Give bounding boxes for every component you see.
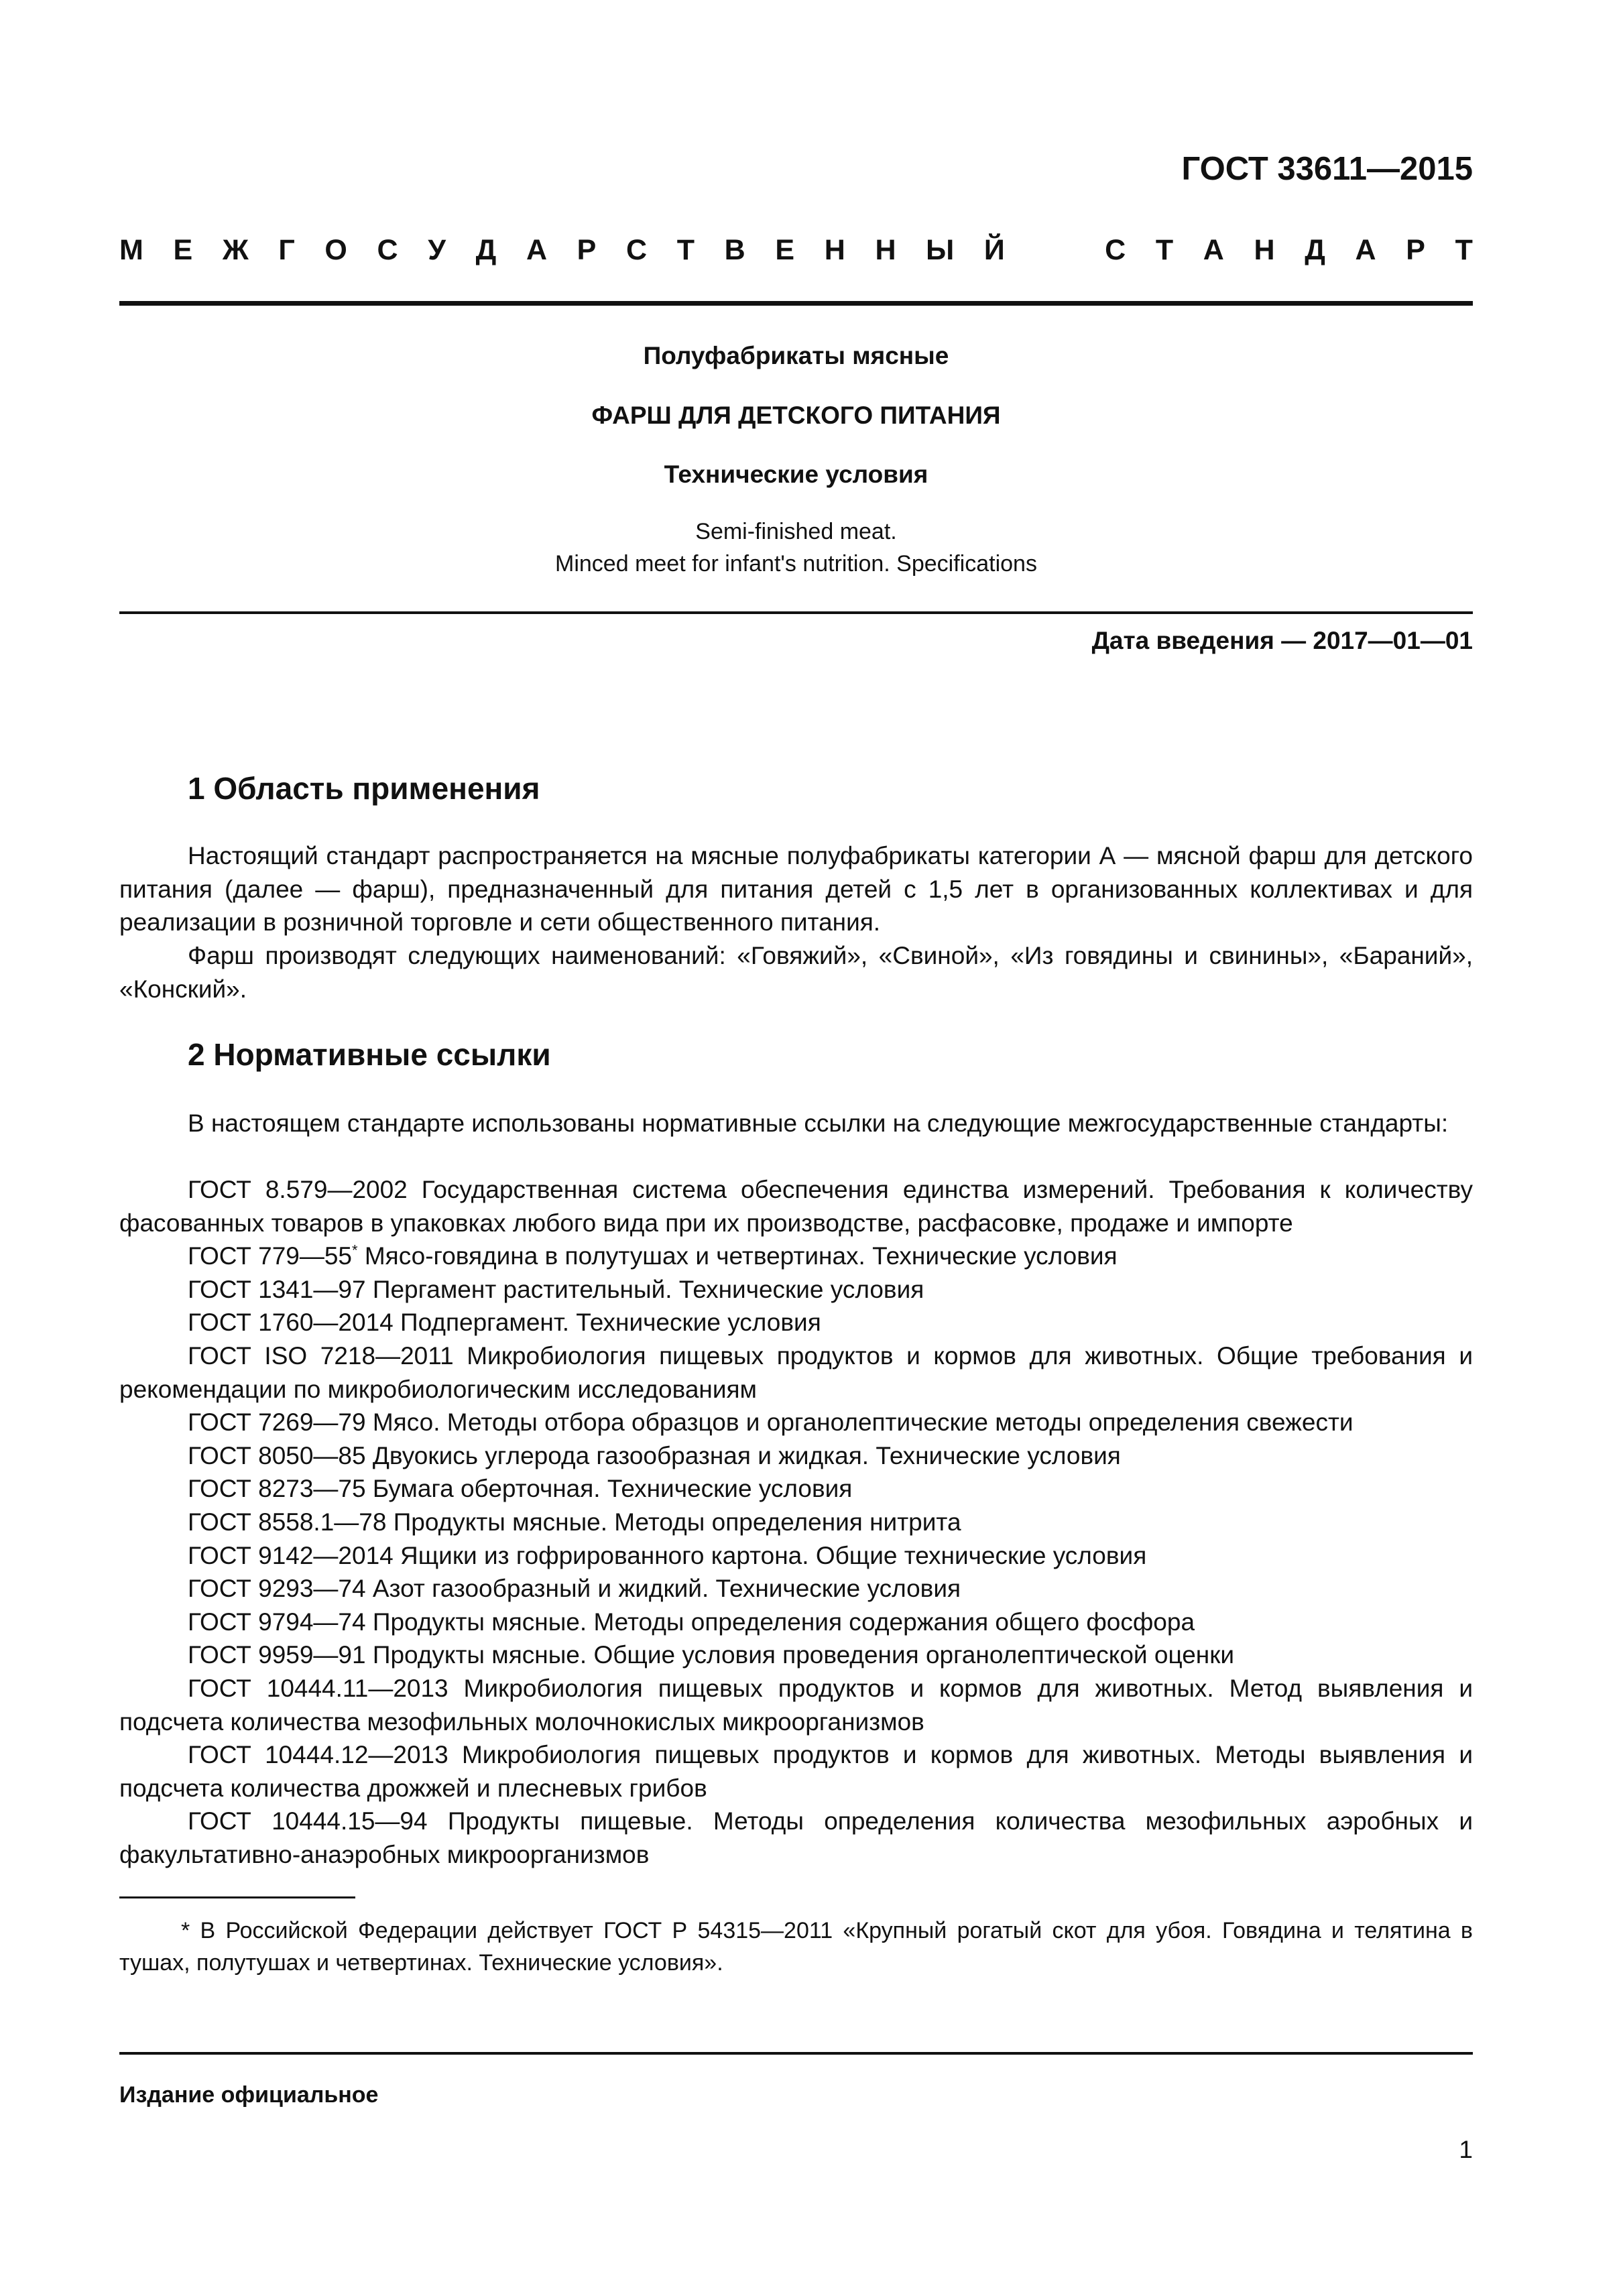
reference-item: ГОСТ 10444.11—2013 Микробиология пищевых продуктов и кормов для животных. Метод выявления и подсчета количества мезофильных молочнокислых микроорганизмов: [119, 1674, 1473, 1736]
standard-type-letter: Т: [1155, 234, 1174, 266]
reference-item: ГОСТ 10444.12—2013 Микробиология пищевых продуктов и кормов для животных. Методы выявления и подсчета количества дрожжей и плесневых грибов: [119, 1741, 1473, 1802]
standard-type-letter: Е: [775, 234, 795, 266]
standard-type-letter: Н: [875, 234, 896, 266]
title-divider: [119, 611, 1473, 614]
standard-type-letter: Д: [475, 234, 497, 266]
standard-type-letter: Н: [824, 234, 845, 266]
reference-item: ГОСТ 8273—75 Бумага оберточная. Технические условия: [188, 1475, 853, 1503]
reference-item: [119, 1240, 1473, 1273]
footnote-separator: [119, 1896, 355, 1898]
official-edition-label: Издание официальное: [119, 2082, 379, 2108]
reference-item: ГОСТ 7269—79 Мясо. Методы отбора образцов и органолептические методы определения свежести: [188, 1408, 1354, 1437]
standard-type-letter: А: [526, 234, 547, 266]
reference-item: ГОСТ 9293—74 Азот газообразный и жидкий. Технические условия: [188, 1575, 961, 1603]
standard-type-letter: Т: [676, 234, 695, 266]
section-1-paragraph: Фарш производят следующих наименований: «Говяжий», «Свиной», «Из говядины и свинины», «Бараний», «Конский».: [119, 942, 1473, 1003]
reference-title: Мясо-говядина в полутушах и четвертинах. Технические условия: [357, 1242, 1118, 1270]
introduction-date: Дата введения — 2017—01—01: [1091, 627, 1473, 654]
standard-type-letter: Н: [1254, 234, 1275, 266]
footer-divider: [119, 2052, 1473, 2055]
standard-type-letter: Р: [577, 234, 597, 266]
title-subtitle: Технические условия: [664, 461, 928, 488]
reference-item: ГОСТ 1760—2014 Подпергамент. Технические условия: [188, 1309, 821, 1337]
standard-type-letter: А: [1355, 234, 1376, 266]
reference-item: ГОСТ 8.579—2002 Государственная система обеспечения единства измерений. Требования к количеству фасованных товаров в упаковках любого вида при их производстве, расфасовке, продаже и импорте: [119, 1176, 1473, 1237]
reference-item: ГОСТ 8558.1—78 Продукты мясные. Методы определения нитрита: [188, 1508, 961, 1536]
section-1-paragraph: Настоящий стандарт распространяется на мясные полуфабрикаты категории А — мясной фарш для детского питания (далее — фарш), предназначенный для питания детей с 1,5 лет в организованных коллективах и для реализации в розничной торговле и сети общественного питания.: [119, 842, 1473, 936]
standard-type-letter: Д: [1305, 234, 1325, 266]
header-divider: [119, 301, 1473, 306]
standard-type-letter: Й: [983, 234, 1005, 266]
title-english: [119, 516, 1473, 580]
standard-type-letter: Ж: [222, 234, 249, 266]
reference-code: ГОСТ 779—55: [188, 1242, 352, 1270]
normative-references-list: [119, 1173, 1473, 1871]
document-number: ГОСТ 33611—2015: [1181, 151, 1473, 187]
footnote-text: * В Российской Федерации действует ГОСТ Р 54315—2011 «Крупный рогатый скот для убоя. Говядина и телятина в тушах, полутушах и четвертинах. Технические условия».: [119, 1918, 1473, 1976]
standard-type-letter: О: [324, 234, 347, 266]
standard-type-letter: М: [119, 234, 143, 266]
standard-type-letter: А: [1203, 234, 1224, 266]
standard-type-letter: У: [428, 234, 446, 266]
standard-type-letter: С: [626, 234, 648, 266]
standard-type-letter: С: [377, 234, 398, 266]
standard-type-letter: Т: [1455, 234, 1473, 266]
reference-item: ГОСТ 1341—97 Пергамент растительный. Технические условия: [188, 1275, 924, 1303]
standard-type-letter: В: [724, 234, 745, 266]
reference-item: ГОСТ 10444.15—94 Продукты пищевые. Методы определения количества мезофильных аэробных и факультативно-анаэробных микроорганизмов: [119, 1807, 1473, 1868]
reference-item: ГОСТ 9959—91 Продукты мясные. Общие условия проведения органолептической оценки: [188, 1641, 1235, 1669]
reference-item: ГОСТ 9794—74 Продукты мясные. Методы определения содержания общего фосфора: [188, 1608, 1195, 1636]
page-number: 1: [1459, 2136, 1473, 2163]
reference-item: ГОСТ 8050—85 Двуокись углерода газообразная и жидкая. Технические условия: [188, 1441, 1121, 1469]
standard-type-letter: Р: [1406, 234, 1425, 266]
standard-type-letter: Г: [278, 234, 295, 266]
standard-type-heading: [119, 231, 1473, 269]
standard-type-letter: С: [1105, 234, 1126, 266]
section-2-title: 2 Нормативные ссылки: [188, 1037, 551, 1072]
word-gap: [1034, 231, 1075, 269]
title-english-line: Minced meet for infant's nutrition. Specifications: [555, 551, 1037, 577]
reference-item: ГОСТ 9142—2014 Ящики из гофрированного картона. Общие технические условия: [188, 1541, 1147, 1569]
reference-item: ГОСТ ISO 7218—2011 Микробиология пищевых продуктов и кормов для животных. Общие требования и рекомендации по микробиологическим исследованиям: [119, 1341, 1473, 1403]
title-english-line: Semi-finished meat.: [695, 519, 897, 544]
section-2-intro: В настоящем стандарте использованы нормативные ссылки на следующие межгосударственные стандарты:: [188, 1109, 1449, 1137]
footnote-marker: *: [352, 1242, 358, 1259]
standard-type-letter: Ы: [926, 234, 955, 266]
section-1-title: 1 Область применения: [188, 771, 540, 806]
title-main: ФАРШ ДЛЯ ДЕТСКОГО ПИТАНИЯ: [591, 402, 1001, 429]
standard-type-letter: Е: [173, 234, 193, 266]
title-category: Полуфабрикаты мясные: [643, 342, 949, 369]
